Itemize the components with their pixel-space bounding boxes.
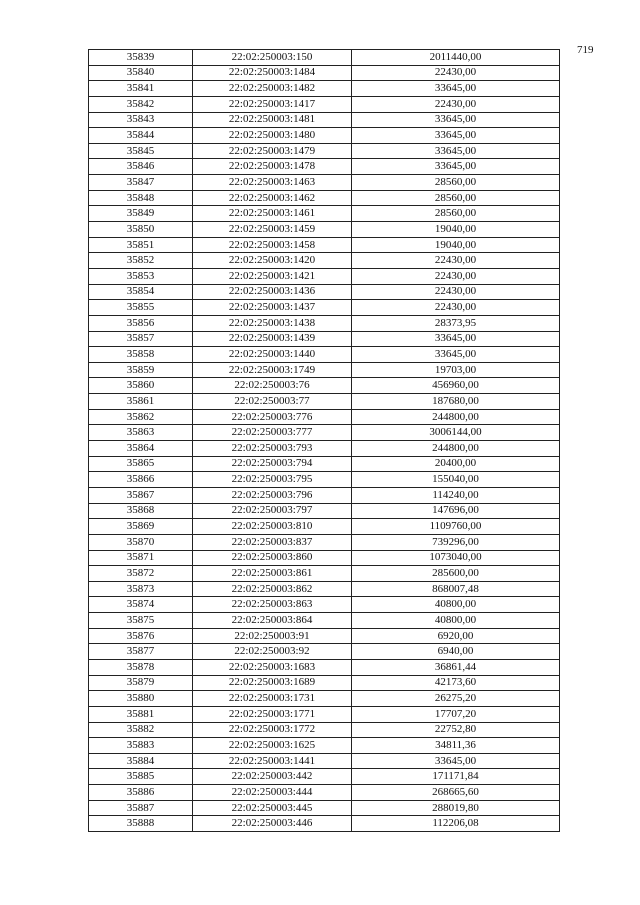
value-cell: 28560,00 <box>352 190 560 206</box>
value-cell: 40800,00 <box>352 613 560 629</box>
row-number-cell: 35849 <box>89 206 193 222</box>
row-number-cell: 35865 <box>89 456 193 472</box>
row-number-cell: 35876 <box>89 628 193 644</box>
row-number-cell: 35844 <box>89 128 193 144</box>
table-row <box>89 519 560 535</box>
row-number-cell: 35842 <box>89 96 193 112</box>
cadastral-number-cell: 22:02:250003:1478 <box>193 159 352 175</box>
table-row <box>89 300 560 316</box>
cadastral-number-cell: 22:02:250003:150 <box>193 50 352 66</box>
cadastral-number-cell: 22:02:250003:860 <box>193 550 352 566</box>
value-cell: 22430,00 <box>352 253 560 269</box>
value-cell: 112206,08 <box>352 816 560 832</box>
value-cell: 42173,60 <box>352 675 560 691</box>
table-row <box>89 112 560 128</box>
row-number-cell: 35857 <box>89 331 193 347</box>
row-number-cell: 35840 <box>89 65 193 81</box>
row-number-cell: 35852 <box>89 253 193 269</box>
cadastral-number-cell: 22:02:250003:1437 <box>193 300 352 316</box>
row-number-cell: 35856 <box>89 315 193 331</box>
cadastral-number-cell: 22:02:250003:1463 <box>193 175 352 191</box>
table-row <box>89 96 560 112</box>
row-number-cell: 35881 <box>89 706 193 722</box>
row-number-cell: 35858 <box>89 347 193 363</box>
value-cell: 456960,00 <box>352 378 560 394</box>
cadastral-number-cell: 22:02:250003:810 <box>193 519 352 535</box>
value-cell: 33645,00 <box>352 347 560 363</box>
cadastral-number-cell: 22:02:250003:1438 <box>193 315 352 331</box>
row-number-cell: 35888 <box>89 816 193 832</box>
row-number-cell: 35885 <box>89 769 193 785</box>
table-row <box>89 691 560 707</box>
value-cell: 22430,00 <box>352 96 560 112</box>
value-cell: 26275,20 <box>352 691 560 707</box>
value-cell: 268665,60 <box>352 785 560 801</box>
value-cell: 17707,20 <box>352 706 560 722</box>
table-row <box>89 175 560 191</box>
table-row <box>89 706 560 722</box>
row-number-cell: 35880 <box>89 691 193 707</box>
table-row <box>89 769 560 785</box>
row-number-cell: 35871 <box>89 550 193 566</box>
table-row <box>89 487 560 503</box>
table-row <box>89 394 560 410</box>
table-row <box>89 362 560 378</box>
table-row <box>89 456 560 472</box>
table-row <box>89 425 560 441</box>
row-number-cell: 35883 <box>89 738 193 754</box>
table-row <box>89 409 560 425</box>
row-number-cell: 35859 <box>89 362 193 378</box>
table-row <box>89 65 560 81</box>
value-cell: 20400,00 <box>352 456 560 472</box>
cadastral-number-cell: 22:02:250003:837 <box>193 534 352 550</box>
row-number-cell: 35864 <box>89 441 193 457</box>
value-cell: 33645,00 <box>352 143 560 159</box>
table-row <box>89 738 560 754</box>
row-number-cell: 35868 <box>89 503 193 519</box>
row-number-cell: 35851 <box>89 237 193 253</box>
value-cell: 33645,00 <box>352 81 560 97</box>
value-cell: 6940,00 <box>352 644 560 660</box>
row-number-cell: 35843 <box>89 112 193 128</box>
value-cell: 33645,00 <box>352 331 560 347</box>
value-cell: 285600,00 <box>352 566 560 582</box>
value-cell: 2011440,00 <box>352 50 560 66</box>
value-cell: 34811,36 <box>352 738 560 754</box>
row-number-cell: 35870 <box>89 534 193 550</box>
cadastral-number-cell: 22:02:250003:446 <box>193 816 352 832</box>
table-row <box>89 268 560 284</box>
row-number-cell: 35869 <box>89 519 193 535</box>
table-row <box>89 753 560 769</box>
row-number-cell: 35853 <box>89 268 193 284</box>
row-number-cell: 35846 <box>89 159 193 175</box>
table-row <box>89 675 560 691</box>
cadastral-number-cell: 22:02:250003:864 <box>193 613 352 629</box>
table-row <box>89 206 560 222</box>
cadastral-number-cell: 22:02:250003:1420 <box>193 253 352 269</box>
row-number-cell: 35861 <box>89 394 193 410</box>
table-row <box>89 81 560 97</box>
row-number-cell: 35855 <box>89 300 193 316</box>
table-row <box>89 566 560 582</box>
table-row <box>89 331 560 347</box>
value-cell: 1073040,00 <box>352 550 560 566</box>
cadastral-number-cell: 22:02:250003:1439 <box>193 331 352 347</box>
registry-table <box>88 49 560 832</box>
cadastral-number-cell: 22:02:250003:1749 <box>193 362 352 378</box>
cadastral-number-cell: 22:02:250003:92 <box>193 644 352 660</box>
row-number-cell: 35872 <box>89 566 193 582</box>
table-row <box>89 816 560 832</box>
value-cell: 19703,00 <box>352 362 560 378</box>
value-cell: 155040,00 <box>352 472 560 488</box>
cadastral-number-cell: 22:02:250003:1484 <box>193 65 352 81</box>
value-cell: 36861,44 <box>352 659 560 675</box>
value-cell: 22752,80 <box>352 722 560 738</box>
table-row <box>89 128 560 144</box>
table-row <box>89 237 560 253</box>
cadastral-number-cell: 22:02:250003:1771 <box>193 706 352 722</box>
value-cell: 114240,00 <box>352 487 560 503</box>
cadastral-number-cell: 22:02:250003:793 <box>193 441 352 457</box>
table-row <box>89 441 560 457</box>
value-cell: 28560,00 <box>352 206 560 222</box>
table-row <box>89 222 560 238</box>
cadastral-number-cell: 22:02:250003:863 <box>193 597 352 613</box>
table-row <box>89 722 560 738</box>
value-cell: 244800,00 <box>352 441 560 457</box>
row-number-cell: 35862 <box>89 409 193 425</box>
value-cell: 33645,00 <box>352 112 560 128</box>
cadastral-number-cell: 22:02:250003:1417 <box>193 96 352 112</box>
cadastral-number-cell: 22:02:250003:1683 <box>193 659 352 675</box>
cadastral-number-cell: 22:02:250003:1462 <box>193 190 352 206</box>
row-number-cell: 35874 <box>89 597 193 613</box>
cadastral-number-cell: 22:02:250003:1436 <box>193 284 352 300</box>
value-cell: 868007,48 <box>352 581 560 597</box>
value-cell: 19040,00 <box>352 237 560 253</box>
table-row <box>89 378 560 394</box>
value-cell: 1109760,00 <box>352 519 560 535</box>
cadastral-number-cell: 22:02:250003:777 <box>193 425 352 441</box>
table-row <box>89 284 560 300</box>
table-row <box>89 534 560 550</box>
value-cell: 22430,00 <box>352 284 560 300</box>
cadastral-number-cell: 22:02:250003:1481 <box>193 112 352 128</box>
value-cell: 28373,95 <box>352 315 560 331</box>
row-number-cell: 35875 <box>89 613 193 629</box>
cadastral-number-cell: 22:02:250003:76 <box>193 378 352 394</box>
cadastral-number-cell: 22:02:250003:1441 <box>193 753 352 769</box>
table-row <box>89 597 560 613</box>
value-cell: 147696,00 <box>352 503 560 519</box>
row-number-cell: 35867 <box>89 487 193 503</box>
value-cell: 6920,00 <box>352 628 560 644</box>
value-cell: 28560,00 <box>352 175 560 191</box>
table-row <box>89 785 560 801</box>
table-row <box>89 628 560 644</box>
value-cell: 33645,00 <box>352 159 560 175</box>
cadastral-number-cell: 22:02:250003:795 <box>193 472 352 488</box>
row-number-cell: 35839 <box>89 50 193 66</box>
table-row <box>89 613 560 629</box>
row-number-cell: 35882 <box>89 722 193 738</box>
cadastral-number-cell: 22:02:250003:91 <box>193 628 352 644</box>
row-number-cell: 35847 <box>89 175 193 191</box>
cadastral-number-cell: 22:02:250003:1461 <box>193 206 352 222</box>
value-cell: 19040,00 <box>352 222 560 238</box>
value-cell: 3006144,00 <box>352 425 560 441</box>
cadastral-number-cell: 22:02:250003:1458 <box>193 237 352 253</box>
row-number-cell: 35877 <box>89 644 193 660</box>
cadastral-number-cell: 22:02:250003:1772 <box>193 722 352 738</box>
cadastral-number-cell: 22:02:250003:1731 <box>193 691 352 707</box>
table-row <box>89 644 560 660</box>
cadastral-number-cell: 22:02:250003:1689 <box>193 675 352 691</box>
cadastral-number-cell: 22:02:250003:1479 <box>193 143 352 159</box>
table-row <box>89 347 560 363</box>
row-number-cell: 35863 <box>89 425 193 441</box>
row-number-cell: 35887 <box>89 800 193 816</box>
value-cell: 739296,00 <box>352 534 560 550</box>
table-row <box>89 581 560 597</box>
row-number-cell: 35845 <box>89 143 193 159</box>
row-number-cell: 35879 <box>89 675 193 691</box>
value-cell: 288019,80 <box>352 800 560 816</box>
value-cell: 33645,00 <box>352 128 560 144</box>
cadastral-number-cell: 22:02:250003:77 <box>193 394 352 410</box>
cadastral-number-cell: 22:02:250003:797 <box>193 503 352 519</box>
cadastral-number-cell: 22:02:250003:442 <box>193 769 352 785</box>
row-number-cell: 35886 <box>89 785 193 801</box>
cadastral-number-cell: 22:02:250003:1482 <box>193 81 352 97</box>
row-number-cell: 35866 <box>89 472 193 488</box>
row-number-cell: 35854 <box>89 284 193 300</box>
value-cell: 171171,84 <box>352 769 560 785</box>
cadastral-number-cell: 22:02:250003:796 <box>193 487 352 503</box>
table-row <box>89 190 560 206</box>
cadastral-number-cell: 22:02:250003:1421 <box>193 268 352 284</box>
value-cell: 33645,00 <box>352 753 560 769</box>
row-number-cell: 35860 <box>89 378 193 394</box>
table-row <box>89 659 560 675</box>
page-number: 719 <box>577 44 594 56</box>
cadastral-number-cell: 22:02:250003:445 <box>193 800 352 816</box>
row-number-cell: 35850 <box>89 222 193 238</box>
value-cell: 22430,00 <box>352 65 560 81</box>
table-row <box>89 315 560 331</box>
row-number-cell: 35884 <box>89 753 193 769</box>
cadastral-number-cell: 22:02:250003:444 <box>193 785 352 801</box>
row-number-cell: 35848 <box>89 190 193 206</box>
row-number-cell: 35873 <box>89 581 193 597</box>
table-row <box>89 472 560 488</box>
table-row <box>89 159 560 175</box>
table-row <box>89 550 560 566</box>
cadastral-number-cell: 22:02:250003:862 <box>193 581 352 597</box>
value-cell: 187680,00 <box>352 394 560 410</box>
value-cell: 40800,00 <box>352 597 560 613</box>
value-cell: 22430,00 <box>352 300 560 316</box>
row-number-cell: 35878 <box>89 659 193 675</box>
table-row <box>89 503 560 519</box>
row-number-cell: 35841 <box>89 81 193 97</box>
table-row <box>89 143 560 159</box>
table-row <box>89 800 560 816</box>
cadastral-number-cell: 22:02:250003:1440 <box>193 347 352 363</box>
cadastral-number-cell: 22:02:250003:794 <box>193 456 352 472</box>
cadastral-number-cell: 22:02:250003:861 <box>193 566 352 582</box>
cadastral-number-cell: 22:02:250003:776 <box>193 409 352 425</box>
registry-table-body <box>89 50 560 832</box>
value-cell: 22430,00 <box>352 268 560 284</box>
cadastral-number-cell: 22:02:250003:1480 <box>193 128 352 144</box>
cadastral-number-cell: 22:02:250003:1459 <box>193 222 352 238</box>
table-row <box>89 50 560 66</box>
value-cell: 244800,00 <box>352 409 560 425</box>
cadastral-number-cell: 22:02:250003:1625 <box>193 738 352 754</box>
table-row <box>89 253 560 269</box>
